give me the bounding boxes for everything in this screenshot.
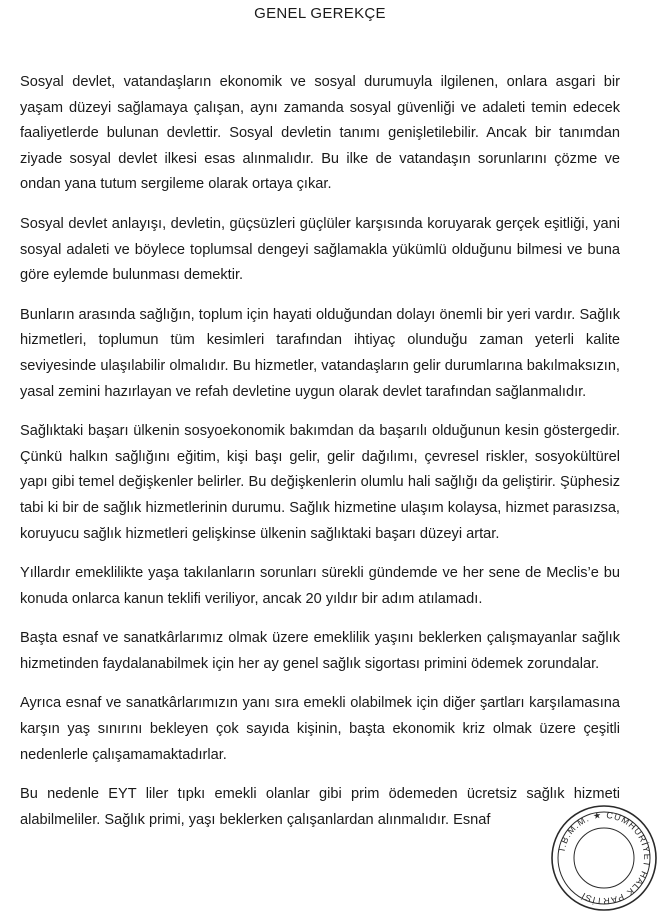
document-title: GENEL GEREKÇE [254, 5, 386, 22]
paragraph-waiting-for-age: Ayrıca esnaf ve sanatkârlarımızın yanı sıra emekli olabilmek için diğer şartları karşılamasına karşın yaş sınırını bekleyen çok sayıda kişinin, başta ekonomik kriz olmak üzere çeşitli nedenlerle çalışamamaktadırlar. [20, 695, 620, 763]
svg-text:T.B.M.M. ★ CUMHURİYET HALK PAR: T.B.M.M. ★ CUMHURİYET HALK PARTİSİ [556, 809, 653, 907]
paragraph-social-state-definition: Sosyal devlet, vatandaşların ekonomik ve sosyal durumuyla ilgilenen, onlara asgari bir yaşam düzeyi sağlamaya çalışan, aynı zamanda sosyal güvenliği ve adaleti temin edecek faaliyetlerde bulunan devlettir. Sosyal devletin tanımı genişletilebilir. Ancak bir tanımdan ziyade sosyal devlet ilkesi esas alınmalıdır. Bu ilke de vatandaşın sorunlarını çözme ve ondan yana tutum sergileme olarak ortaya çıkar. [20, 74, 620, 193]
paragraph-health-success: Sağlıktaki başarı ülkenin sosyoekonomik bakımdan da başarılı olduğunun kesin göstergedir. Çünkü halkın sağlığını eğitim, kişi başı gelir, gelir dağılımı, çevresel riskler, sosyokültürel yapı gibi temel değişkenler belirler. Bu değişkenlerin olumlu hali sağlığı da geliştirir. Şüphesiz tabi ki bir de sağlık hizmetlerinin durumu. Sağlık hizmetine ulaşım kolaysa, hizmet parasızsa, koruyucu sağlık hizmetleri gelişkinse ülkenin sağlıktaki başarı düzeyi artar. [20, 423, 620, 542]
paragraph-tradesmen-premium: Başta esnaf ve sanatkârlarımız olmak üzere emeklilik yaşını beklerken çalışmayanlar sağlık hizmetinden faydalanabilmek için her ay genel sağlık sigortası primini ödemek zorundalar. [20, 630, 620, 672]
paragraph-eyt-free-health: Bu nedenle EYT liler tıpkı emekli olanlar gibi prim ödemeden ücretsiz sağlık hizmeti alabilmeliler. Sağlık primi, yaşı beklerken çalışanlardan alınmalıdır. Esnaf [20, 786, 620, 828]
paragraph-health-importance: Bunların arasında sağlığın, toplum için hayati olduğundan dolayı önemli bir yeri vardır. Sağlık hizmetleri, toplumun tüm kesimleri tarafından ihtiyaç olunduğu zaman yeterli kalite seviyesinde ulaşılabilir olmalıdır. Bu hizmetler, vatandaşların gelir durumlarına bakılmaksızın, yasal zemini hazırlayan ve refah devletine uygun olarak devlet tarafından sağlanmalıdır. [20, 306, 620, 400]
paragraph-retirement-age-issue: Yıllardır emeklilikte yaşa takılanların sorunları sürekli gündemde ve her sene de Meclis’e bu konuda onlarca kanun teklifi veriliyor, ancak 20 yıldır bir adım atılamadı. [20, 565, 620, 607]
paragraph-social-state-understanding: Sosyal devlet anlayışı, devletin, güçsüzleri güçlüler karşısında koruyarak gerçek eşitliği, yani sosyal adaleti ve böylece toplumsal dengeyi sağlamakla yükümlü olduğunu bilmesi ve buna göre eylemde bulunması demektir. [20, 215, 620, 284]
